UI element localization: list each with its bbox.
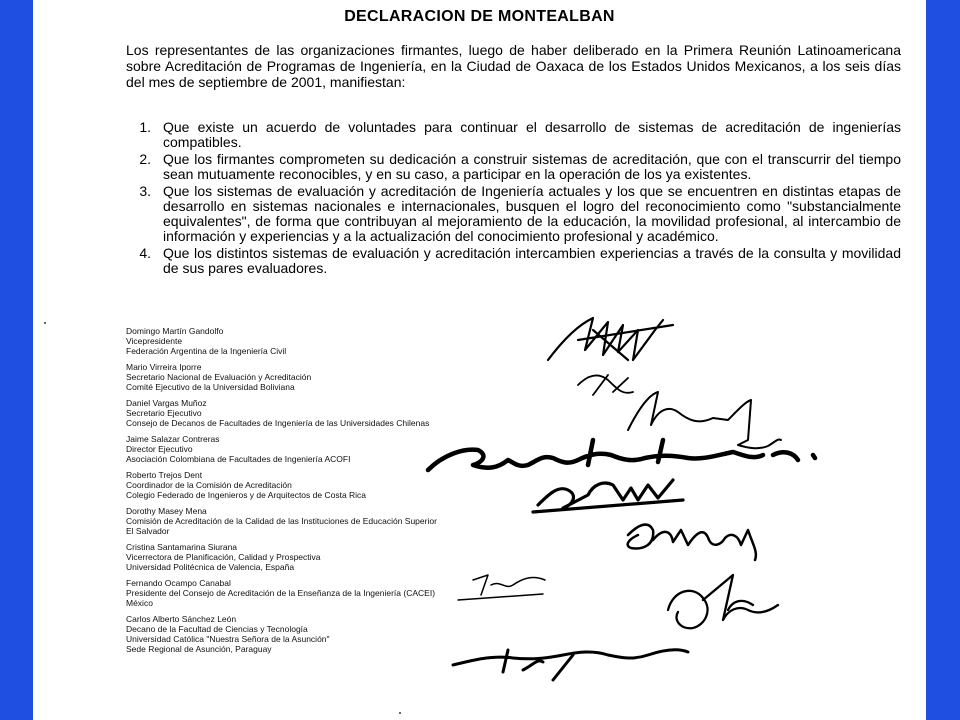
signatory-role: Vicepresidente — [126, 336, 183, 346]
signatory-role: Comisión de Acreditación de la Calidad de las Instituciones de Educación Superior — [126, 516, 437, 526]
signatory-name: Daniel Vargas Muñoz — [126, 398, 207, 408]
signatory-block — [126, 614, 686, 654]
signatory-list — [126, 326, 686, 660]
signatory-role: Secretario Ejecutivo — [126, 408, 202, 418]
signatory-block — [126, 470, 686, 500]
declaration-point — [126, 246, 901, 276]
signatory-name: Jaime Salazar Contreras — [126, 434, 220, 444]
document-title: DECLARACION DE MONTEALBAN — [344, 8, 615, 25]
signatory-block — [126, 398, 686, 428]
point-text: Que los firmantes comprometen su dedicación a construir sistemas de acreditación, que con el transcurrir del tiempo sean mutuamente reconocibles, y en su caso, a participar en la operación de los ya existentes. — [163, 151, 901, 182]
scan-speck — [44, 322, 46, 324]
signatory-location: Sede Regional de Asunción, Paraguay — [126, 644, 272, 654]
point-text: Que los sistemas de evaluación y acreditación de Ingeniería actuales y los que se encuentren en distintas etapas de desarrollo en sistemas nacionales e internacionales, busquen el logro del reconocimiento como "substancialmente equivalentes", de forma que contribuyan al mejoramiento de la educación, la movilidad profesional, al intercambio de información y experiencias y a la actualización del conocimiento profesional y académico. — [163, 183, 901, 244]
signatory-name: Cristina Santamarina Siurana — [126, 542, 238, 552]
signatory-name: Carlos Alberto Sánchez León — [126, 614, 237, 624]
signatory-role: Presidente del Consejo de Acreditación de la Enseñanza de la Ingeniería (CACEI) — [126, 588, 436, 598]
point-number: 2. — [139, 151, 151, 167]
signatory-block — [126, 362, 686, 392]
signatory-role: Director Ejecutivo — [126, 444, 193, 454]
signatory-name: Fernando Ocampo Canabal — [126, 578, 231, 588]
point-number: 4. — [139, 245, 151, 261]
signatory-name: Domingo Martín Gandolfo — [126, 326, 224, 336]
signatory-organization: Universidad Politécnica de Valencia, España — [126, 562, 295, 572]
signatory-organization: Comité Ejecutivo de la Universidad Boliviana — [126, 382, 295, 392]
signatory-role: Vicerrectora de Planificación, Calidad y Prospectiva — [126, 552, 321, 562]
signatory-organization: Federación Argentina de la Ingeniería Civil — [126, 346, 287, 356]
signatory-organization: Asociación Colombiana de Facultades de Ingeniería ACOFI — [126, 454, 351, 464]
scan-speck — [399, 712, 401, 714]
declaration-point — [126, 184, 901, 244]
point-number: 3. — [139, 183, 151, 199]
declaration-point — [126, 152, 901, 182]
signatory-block — [126, 326, 686, 356]
signatory-organization: Colegio Federado de Ingenieros y de Arquitectos de Costa Rica — [126, 490, 367, 500]
signatory-role: Coordinador de la Comisión de Acreditación — [126, 480, 292, 490]
intro-paragraph: Los representantes de las organizaciones firmantes, luego de haber deliberado en la Primera Reunión Latinoamericana sobre Acreditación de Programas de Ingeniería, en la Ciudad de Oaxaca de los Estados Unidos Mexicanos, a los seis días del mes de septiembre de 2001, manifiestan: — [126, 42, 901, 90]
declaration-points — [126, 120, 901, 278]
signatory-name: Mario Virreira Iporre — [126, 362, 202, 372]
signatory-block — [126, 506, 686, 536]
signatory-organization: Consejo de Decanos de Facultades de Ingeniería de las Universidades Chilenas — [126, 418, 430, 428]
signatory-organization: México — [126, 598, 153, 608]
signatory-organization: Universidad Católica "Nuestra Señora de la Asunción" — [126, 634, 330, 644]
signatory-name: Dorothy Masey Mena — [126, 506, 207, 516]
document-page — [33, 0, 926, 720]
signatory-role: Decano de la Facultad de Ciencias y Tecnología — [126, 624, 308, 634]
signatory-block — [126, 542, 686, 572]
point-number: 1. — [139, 119, 151, 135]
signatory-name: Roberto Trejos Dent — [126, 470, 203, 480]
signatory-block — [126, 434, 686, 464]
signatory-block — [126, 578, 686, 608]
declaration-point — [126, 120, 901, 150]
point-text: Que existe un acuerdo de voluntades para continuar el desarrollo de sistemas de acreditación de ingenierías compatibles. — [163, 119, 901, 150]
point-text: Que los distintos sistemas de evaluación y acreditación intercambien experiencias a través de la consulta y movilidad de sus pares evaluadores. — [163, 245, 901, 276]
signatory-organization: El Salvador — [126, 526, 170, 536]
signatory-role: Secretario Nacional de Evaluación y Acreditación — [126, 372, 312, 382]
